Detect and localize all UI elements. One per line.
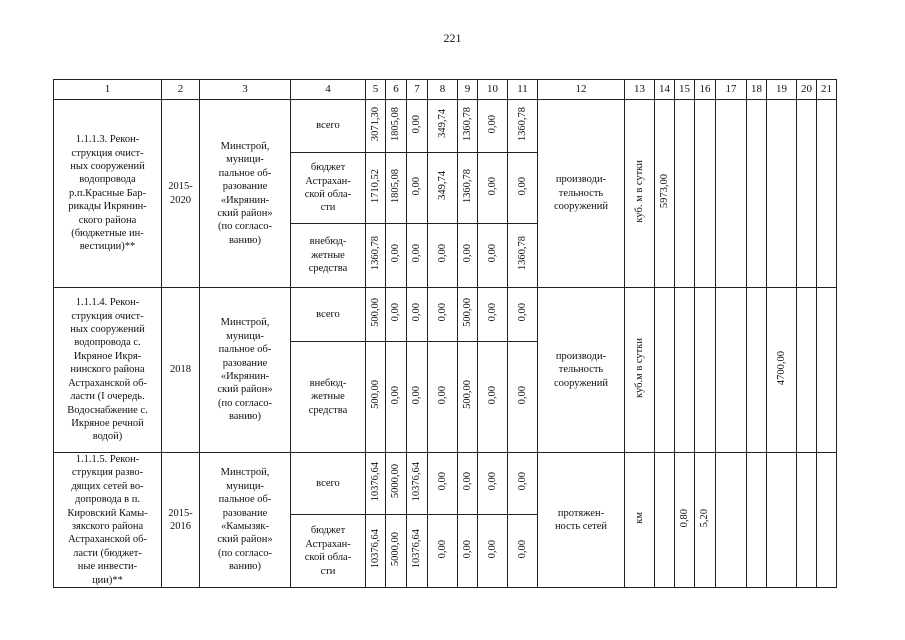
indicator-value-text: 4700,00: [775, 350, 787, 385]
empty-cell: [695, 288, 716, 453]
empty-cell: [655, 453, 675, 588]
text-line: сооружений: [553, 201, 609, 213]
measure-years: [162, 453, 200, 588]
text-line: тельность: [558, 187, 604, 199]
vertical-value: 0,00: [516, 539, 528, 559]
text-line: всего: [316, 120, 340, 132]
text-line: 2018: [170, 364, 191, 376]
text-line: протяжен-: [557, 507, 605, 519]
funding-source: [291, 224, 366, 288]
vertical-value: 0,00: [461, 539, 473, 559]
table-row: [54, 453, 837, 515]
vertical-value: 0,00: [486, 385, 498, 404]
value-cell: [366, 153, 386, 224]
measure-name: [54, 453, 162, 588]
value-cell: [407, 224, 428, 288]
text-line: струкция очист-: [71, 147, 144, 159]
value-cell: [386, 342, 407, 453]
empty-cell: [675, 288, 695, 453]
vertical-value: 5000,00: [390, 532, 402, 567]
text-line: ванию): [228, 234, 262, 246]
value-cell: [428, 100, 458, 153]
header-cell: 1: [54, 80, 162, 100]
funding-source: [291, 288, 366, 342]
header-cell: 21: [817, 80, 837, 100]
empty-cell: [716, 288, 747, 453]
value-cell: [508, 100, 538, 153]
text-line: ский район»: [217, 384, 273, 396]
indicator-name: [538, 100, 625, 288]
text-line: 1.1.1.3. Рекон-: [75, 134, 140, 146]
vertical-value: 0,00: [486, 303, 498, 322]
text-line: Астрахан-: [305, 175, 351, 187]
value-cell: [407, 342, 428, 453]
measure-executor: [200, 453, 291, 588]
empty-cell: [716, 453, 747, 588]
vertical-value: 0,00: [516, 176, 528, 195]
text-line: зякского района: [71, 521, 144, 533]
value-cell: [508, 515, 538, 588]
table-row: [54, 100, 837, 153]
table-row: [54, 288, 837, 342]
value-cell: [366, 288, 386, 342]
empty-cell: [797, 100, 817, 288]
text-line: Минстрой,: [220, 317, 270, 329]
text-line: муници-: [226, 480, 264, 492]
header-cell: 3: [200, 80, 291, 100]
text-line: ных сооружений: [70, 160, 145, 172]
funding-source: [291, 515, 366, 588]
value-cell: [478, 342, 508, 453]
vertical-value: 1360,78: [461, 106, 473, 141]
empty-cell: [747, 288, 767, 453]
vertical-value: 0,00: [390, 244, 402, 263]
empty-cell: [817, 288, 837, 453]
empty-cell: [747, 453, 767, 588]
value-cell: [478, 224, 508, 288]
value-cell: [508, 224, 538, 288]
text-line: «Икрянин-: [220, 371, 270, 382]
text-line: ской обла-: [304, 189, 352, 200]
vertical-value: 0,00: [411, 114, 423, 133]
text-line: ванию): [228, 411, 262, 423]
value-cell: [428, 453, 458, 515]
text-line: 1.1.1.4. Рекон-: [75, 297, 140, 309]
header-cell: 7: [407, 80, 428, 100]
text-line: допровода в п.: [75, 494, 140, 506]
text-line: средства: [308, 263, 348, 275]
vertical-value: 10376,64: [369, 461, 381, 502]
value-cell: [366, 342, 386, 453]
text-line: водопровода: [79, 174, 136, 186]
vertical-value: 10376,64: [411, 529, 423, 569]
empty-cell: [767, 453, 797, 588]
header-cell: 18: [747, 80, 767, 100]
vertical-value: 1805,08: [390, 168, 402, 203]
indicator-value: [767, 288, 797, 453]
text-line: внебюд-: [309, 377, 347, 389]
text-line: тельность: [558, 364, 604, 376]
value-cell: [386, 288, 407, 342]
vertical-value: 0,00: [411, 244, 423, 263]
vertical-value: 500,00: [369, 297, 381, 327]
text-line: (бюджетные ин-: [71, 228, 144, 240]
vertical-value: 0,00: [486, 176, 498, 195]
text-line: Икряное Икря-: [73, 350, 142, 362]
text-line: Минстрой,: [220, 467, 270, 479]
header-cell: 17: [716, 80, 747, 100]
empty-cell: [817, 100, 837, 288]
vertical-value: 0,00: [436, 303, 448, 322]
value-cell: [386, 153, 407, 224]
text-line: пальное об-: [218, 494, 272, 506]
value-cell: [386, 224, 407, 288]
value-cell: [458, 453, 478, 515]
value-cell: [428, 515, 458, 588]
vertical-value: 0,00: [516, 303, 528, 322]
vertical-value: 0,00: [516, 472, 528, 491]
vertical-value: 0,00: [486, 114, 498, 133]
measure-years: [162, 100, 200, 288]
header-cell: 5: [366, 80, 386, 100]
header-cell: 6: [386, 80, 407, 100]
text-line: нинского района: [70, 364, 145, 376]
text-line: бюджет: [310, 162, 346, 174]
unit-cell: [625, 100, 655, 288]
header-cell: 20: [797, 80, 817, 100]
text-line: ные инвести-: [77, 561, 138, 573]
vertical-value: 0,00: [411, 303, 423, 322]
unit-label: куб.м в сутки: [633, 337, 645, 398]
text-line: струкция разво-: [71, 467, 144, 479]
value-cell: [386, 453, 407, 515]
value-cell: [508, 153, 538, 224]
text-line: сти: [320, 202, 336, 214]
measure-executor: [200, 288, 291, 453]
value-cell: [428, 288, 458, 342]
text-line: струкция очист-: [71, 310, 144, 322]
text-line: 2020: [170, 194, 191, 206]
value-cell: [458, 515, 478, 588]
value-cell: [458, 100, 478, 153]
vertical-value: 1805,08: [390, 106, 402, 141]
value-cell: [428, 342, 458, 453]
header-cell: 19: [767, 80, 797, 100]
vertical-value: 1710,52: [369, 168, 381, 203]
empty-cell: [675, 100, 695, 288]
header-cell: 16: [695, 80, 716, 100]
text-line: жетные: [311, 249, 345, 261]
indicator-value-text: 5973,00: [658, 174, 670, 209]
value-cell: [508, 288, 538, 342]
value-cell: [478, 453, 508, 515]
text-line: дящих сетей во-: [71, 480, 144, 492]
unit-cell: [625, 288, 655, 453]
unit-label: км: [633, 511, 645, 524]
value-cell: [386, 100, 407, 153]
value-cell: [407, 453, 428, 515]
value-cell: [407, 288, 428, 342]
vertical-value: 0,00: [436, 472, 448, 491]
value-cell: [386, 515, 407, 588]
value-cell: [428, 224, 458, 288]
text-line: разование: [222, 357, 268, 369]
page-number: 221: [443, 31, 462, 45]
text-line: ский район»: [217, 207, 273, 219]
text-line: водопровода с.: [74, 337, 141, 349]
empty-cell: [655, 288, 675, 453]
text-line: ванию): [228, 561, 262, 573]
unit-cell: [625, 453, 655, 588]
vertical-value: 500,00: [461, 297, 473, 327]
header-cell: 4: [291, 80, 366, 100]
text-line: (по согласо-: [218, 397, 272, 409]
funding-source: [291, 100, 366, 153]
text-line: (по согласо-: [218, 221, 272, 233]
text-line: разование: [222, 507, 268, 519]
indicator-name: [538, 453, 625, 588]
vertical-value: 5000,00: [390, 464, 402, 499]
text-line: ции)**: [92, 574, 123, 586]
text-line: 1.1.1.5. Рекон-: [75, 454, 140, 465]
vertical-value: 0,00: [516, 385, 528, 404]
text-line: жетные: [311, 391, 345, 403]
header-cell: 10: [478, 80, 508, 100]
text-line: сти: [320, 565, 336, 577]
header-row: [54, 80, 837, 100]
vertical-value: 0,00: [436, 244, 448, 263]
text-line: рикады Икрянин-: [68, 201, 147, 213]
funding-source: [291, 342, 366, 453]
value-cell: [508, 453, 538, 515]
text-line: муници-: [226, 154, 264, 166]
text-line: пальное об-: [218, 344, 272, 356]
text-line: ласти (I очередь.: [70, 391, 145, 403]
program-table: [53, 79, 837, 588]
value-cell: [428, 153, 458, 224]
value-cell: [478, 515, 508, 588]
indicator-value-text: 5,20: [699, 508, 711, 528]
text-line: муници-: [226, 330, 264, 342]
text-line: ской обла-: [304, 552, 352, 564]
text-line: всего: [316, 308, 340, 320]
measure-executor: [200, 100, 291, 288]
text-line: Икряное речной: [71, 417, 144, 429]
text-line: «Камызяк-: [220, 521, 270, 533]
value-cell: [407, 515, 428, 588]
empty-cell: [797, 288, 817, 453]
indicator-value: [675, 453, 695, 588]
vertical-value: 0,00: [411, 176, 423, 195]
empty-cell: [797, 453, 817, 588]
text-line: р.п.Красные Бар-: [68, 187, 147, 199]
vertical-value: 0,00: [486, 472, 498, 491]
measure-name: [54, 288, 162, 453]
text-line: разование: [222, 181, 268, 193]
text-line: Минстрой,: [220, 140, 270, 152]
funding-source: [291, 153, 366, 224]
indicator-value: [695, 453, 716, 588]
vertical-value: 1360,78: [369, 236, 381, 271]
vertical-value: 10376,64: [369, 529, 381, 569]
value-cell: [478, 153, 508, 224]
header-cell: 15: [675, 80, 695, 100]
vertical-value: 500,00: [369, 380, 381, 410]
vertical-value: 1360,78: [461, 168, 473, 203]
unit-label: куб. м в сутки: [633, 160, 645, 223]
text-line: 2015-: [168, 181, 193, 193]
value-cell: [478, 100, 508, 153]
value-cell: [366, 224, 386, 288]
text-line: ность сетей: [554, 521, 608, 533]
vertical-value: 1360,78: [516, 106, 528, 141]
empty-cell: [695, 100, 716, 288]
vertical-value: 0,00: [461, 244, 473, 263]
text-line: производи-: [555, 350, 607, 362]
text-line: Астрахан-: [305, 538, 351, 550]
vertical-value: 0,00: [436, 385, 448, 404]
vertical-value: 3071,30: [369, 106, 381, 141]
text-line: 2016: [170, 521, 191, 533]
vertical-value: 0,00: [461, 472, 473, 491]
text-line: «Икрянин-: [220, 194, 270, 206]
header-cell: 9: [458, 80, 478, 100]
text-line: водой): [92, 431, 123, 443]
indicator-name: [538, 288, 625, 453]
vertical-value: 0,00: [390, 385, 402, 404]
measure-years: [162, 288, 200, 453]
vertical-value: 1360,78: [516, 236, 528, 271]
value-cell: [458, 153, 478, 224]
funding-source: [291, 453, 366, 515]
text-line: вестиции)**: [79, 241, 136, 253]
text-line: Астраханской об-: [68, 377, 147, 389]
vertical-value: 0,00: [390, 303, 402, 322]
empty-cell: [767, 100, 797, 288]
value-cell: [366, 453, 386, 515]
header-cell: 12: [538, 80, 625, 100]
text-line: Кировский Камы-: [67, 507, 148, 519]
vertical-value: 10376,64: [411, 461, 423, 502]
vertical-value: 349,74: [436, 109, 448, 139]
value-cell: [458, 342, 478, 453]
vertical-value: 0,00: [411, 385, 423, 404]
text-line: всего: [316, 478, 340, 490]
vertical-value: 349,74: [436, 171, 448, 201]
text-line: сооружений: [553, 377, 609, 389]
header-cell: 8: [428, 80, 458, 100]
text-line: средства: [308, 404, 348, 416]
indicator-value: [655, 100, 675, 288]
value-cell: [458, 224, 478, 288]
empty-cell: [716, 100, 747, 288]
value-cell: [366, 100, 386, 153]
value-cell: [366, 515, 386, 588]
empty-cell: [817, 453, 837, 588]
text-line: бюджет: [310, 525, 346, 537]
header-cell: 14: [655, 80, 675, 100]
text-line: 2015-: [168, 507, 193, 519]
text-line: (по согласо-: [218, 547, 272, 559]
header-cell: 2: [162, 80, 200, 100]
value-cell: [407, 100, 428, 153]
indicator-value-text: 0,80: [678, 508, 690, 528]
text-line: ных сооружений: [70, 324, 145, 336]
text-line: ский район»: [217, 534, 273, 546]
vertical-value: 0,00: [486, 244, 498, 263]
text-line: ласти (бюджет-: [73, 547, 142, 559]
value-cell: [407, 153, 428, 224]
measure-name: [54, 100, 162, 288]
text-line: Водоснабжение с.: [67, 404, 148, 416]
value-cell: [458, 288, 478, 342]
text-line: пальное об-: [218, 167, 272, 179]
value-cell: [508, 342, 538, 453]
text-line: Астраханской об-: [68, 534, 147, 546]
empty-cell: [747, 100, 767, 288]
text-line: ского района: [78, 214, 137, 226]
vertical-value: 500,00: [461, 380, 473, 410]
vertical-value: 0,00: [486, 539, 498, 559]
vertical-value: 0,00: [436, 539, 448, 559]
text-line: внебюд-: [309, 236, 347, 248]
header-cell: 11: [508, 80, 538, 100]
text-line: производи-: [555, 174, 607, 186]
header-cell: 13: [625, 80, 655, 100]
value-cell: [478, 288, 508, 342]
